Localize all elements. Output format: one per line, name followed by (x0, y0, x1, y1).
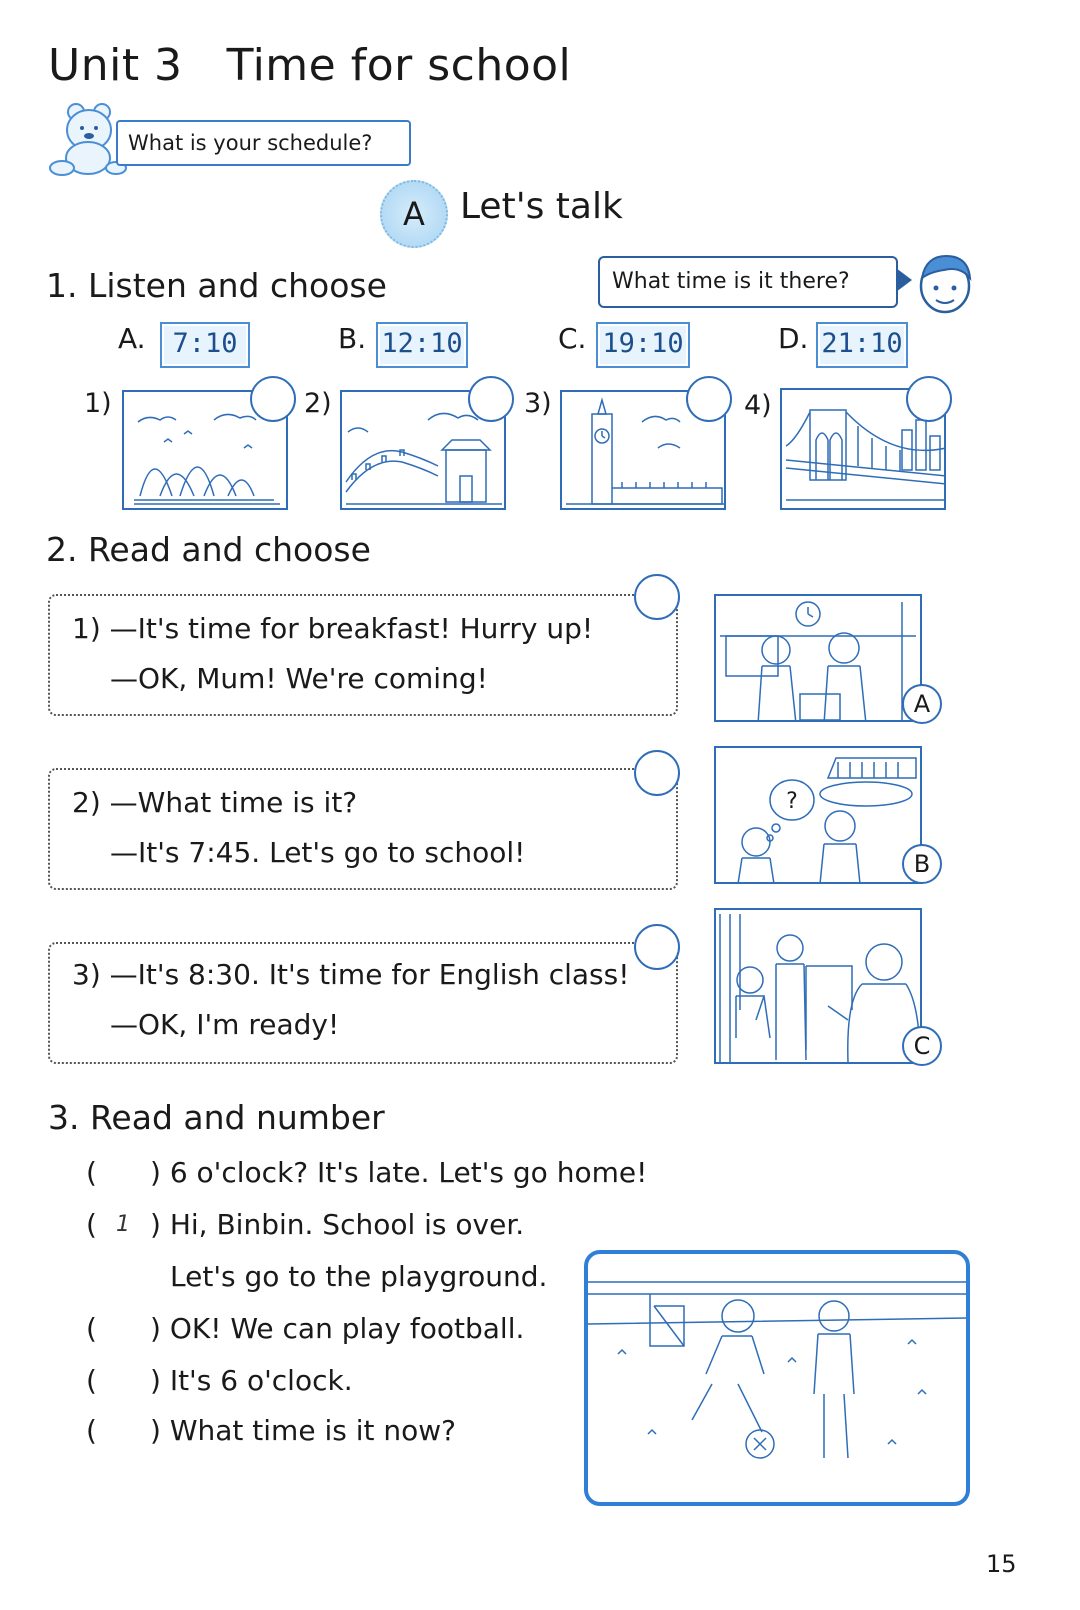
order-item-2-continued: Let's go to the playground. (170, 1260, 548, 1293)
football-playground-picture (584, 1250, 970, 1506)
picture-c-letter: C (902, 1026, 942, 1066)
part1-heading: 1. Listen and choose (46, 266, 387, 305)
speech-bubble-tail (896, 268, 912, 292)
order-paren-2: ( (86, 1208, 97, 1241)
part2-heading: 2. Read and choose (46, 530, 371, 569)
section-a-badge: A (380, 180, 448, 248)
dialog-3-line-2: —OK, I'm ready! (110, 1008, 340, 1041)
answer-circle-1[interactable] (250, 376, 296, 422)
order-item-2: ) Hi, Binbin. School is over. (150, 1208, 525, 1241)
order-paren-3: ( (86, 1312, 97, 1345)
picture-1-number: 1) (84, 388, 112, 419)
option-c-letter: C. (558, 322, 587, 355)
dialog-1-line-2: —OK, Mum! We're coming! (110, 662, 488, 695)
dialog-3-line-1: 3) —It's 8:30. It's time for English class! (72, 958, 630, 991)
answer-circle-4[interactable] (906, 376, 952, 422)
picture-4-number: 4) (744, 390, 772, 421)
unit-name: Time for school (226, 40, 572, 91)
page-number: 15 (986, 1550, 1017, 1578)
dialog-2-line-2: —It's 7:45. Let's go to school! (110, 836, 526, 869)
picture-a-breakfast (714, 594, 922, 722)
order-item-3: ) OK! We can play football. (150, 1312, 525, 1345)
order-paren-1: ( (86, 1156, 97, 1189)
option-c-time: 19:10 (596, 322, 690, 368)
thought-question-mark: ? (786, 789, 798, 814)
order-item-5: ) What time is it now? (150, 1414, 457, 1447)
dialog-answer-circle-3[interactable] (634, 924, 680, 970)
section-a-title: Let's talk (460, 186, 623, 227)
picture-b-school (714, 746, 922, 884)
part3-heading: 3. Read and number (48, 1098, 385, 1137)
dialog-answer-circle-1[interactable] (634, 574, 680, 620)
boy-face-icon (912, 248, 978, 318)
option-a-letter: A. (118, 322, 146, 355)
option-d-letter: D. (778, 322, 809, 355)
picture-a-letter: A (902, 684, 942, 724)
order-item-4: ) It's 6 o'clock. (150, 1364, 353, 1397)
speech-bubble: What time is it there? (598, 256, 898, 308)
dialog-1-line-1: 1) —It's time for breakfast! Hurry up! (72, 612, 594, 645)
option-b-letter: B. (338, 322, 367, 355)
picture-c-classroom (714, 908, 922, 1064)
picture-3-number: 3) (524, 388, 552, 419)
dialog-2-line-1: 2) —What time is it? (72, 786, 358, 819)
order-mark-2: 1 (116, 1212, 130, 1237)
answer-circle-2[interactable] (468, 376, 514, 422)
option-b-time: 12:10 (376, 322, 468, 368)
picture-b-letter: B (902, 844, 942, 884)
unit-number: Unit 3 (48, 40, 183, 91)
option-d-time: 21:10 (816, 322, 908, 368)
answer-circle-3[interactable] (686, 376, 732, 422)
order-paren-5: ( (86, 1414, 97, 1447)
schedule-question-box: What is your schedule? (116, 120, 411, 166)
option-a-time: 7:10 (160, 322, 250, 368)
order-item-1: ) 6 o'clock? It's late. Let's go home! (150, 1156, 648, 1189)
picture-2-number: 2) (304, 388, 332, 419)
unit-title (48, 40, 571, 91)
order-paren-4: ( (86, 1364, 97, 1397)
dialog-answer-circle-2[interactable] (634, 750, 680, 796)
